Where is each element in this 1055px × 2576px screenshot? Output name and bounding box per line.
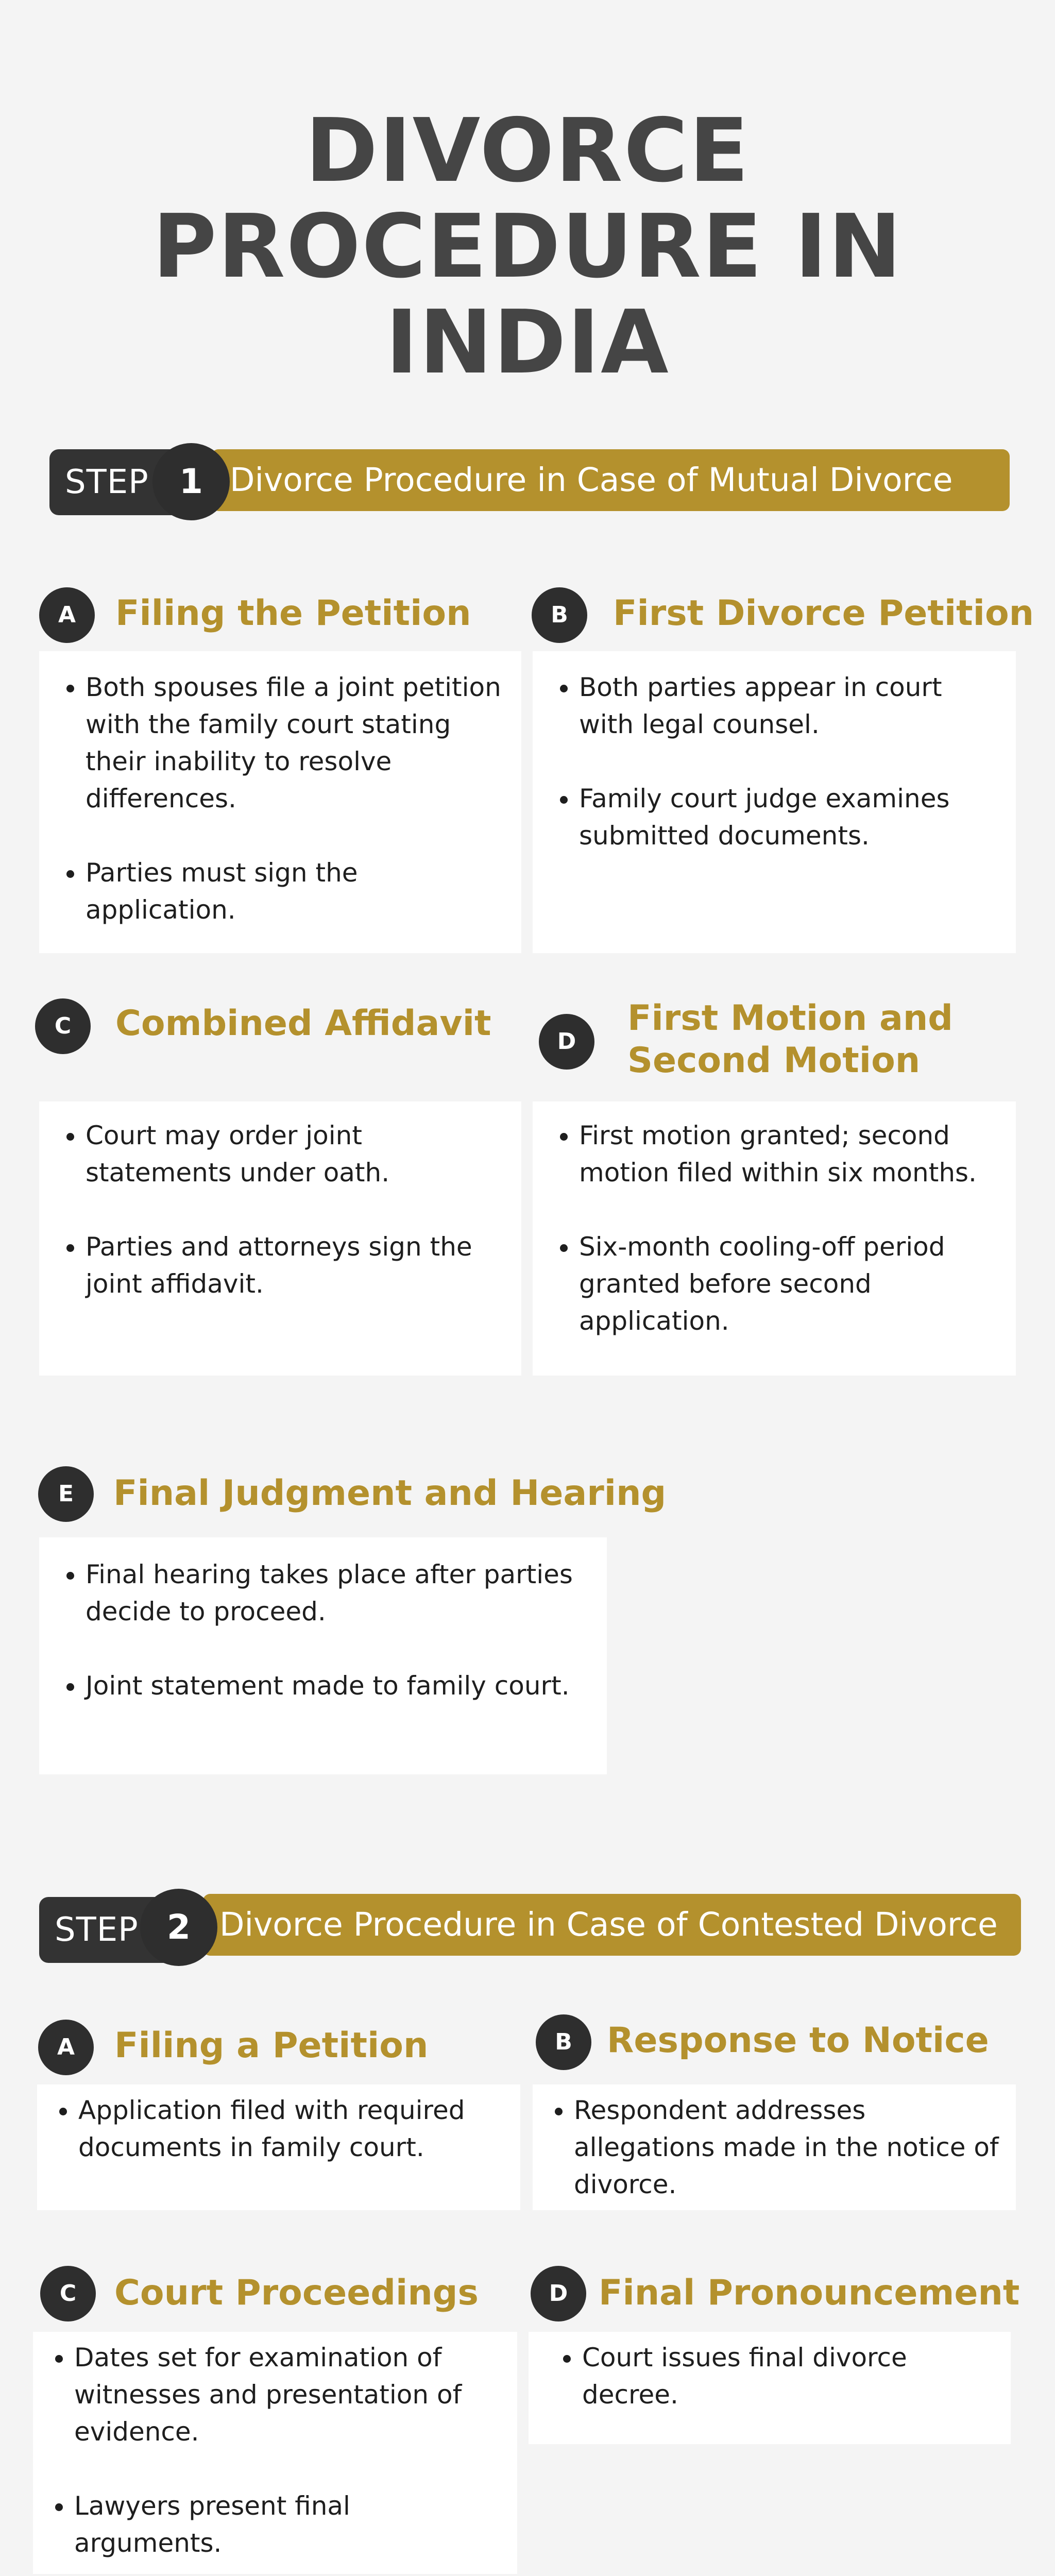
bullet-list-1a	[39, 669, 521, 928]
bullet-item: • Joint statement made to family court.	[86, 1667, 591, 1704]
section-card-2c	[33, 2332, 517, 2574]
step-1-banner	[211, 449, 1010, 511]
section-card-1a	[39, 651, 521, 953]
bullet-item: • First motion granted; second motion filed within six months.	[579, 1117, 1000, 1191]
section-heading-1d	[627, 997, 953, 1082]
bullet-item: • Parties and attorneys sign the joint affidavit.	[86, 1228, 506, 1302]
title-line-1: DIVORCE	[305, 100, 750, 202]
bullet-list-1e	[39, 1556, 607, 1704]
bullet-list-1d	[533, 1117, 1016, 1340]
bullet-list-2a	[37, 2092, 520, 2166]
section-card-1e	[39, 1537, 607, 1774]
section-heading-2d: Final Pronouncement	[599, 2273, 1020, 2313]
bullet-item: • Dates set for examination of witnesses and presentation of evidence.	[74, 2339, 502, 2450]
section-heading-1d-line-2: Second Motion	[627, 1040, 921, 1081]
bullet-item: • Both spouses file a joint petition with the family court stating their inability to resolve differences.	[86, 669, 506, 817]
section-badge-1d: D	[539, 1014, 594, 1070]
section-heading-2a: Filing a Petition	[114, 2025, 429, 2066]
section-heading-1c: Combined Affidavit	[115, 1003, 491, 1044]
section-badge-2b: B	[536, 2014, 591, 2070]
bullet-list-1c	[39, 1117, 521, 1302]
section-badge-2a: A	[38, 2020, 94, 2075]
section-badge-1a: A	[39, 587, 95, 643]
section-heading-1a: Filing the Petition	[115, 593, 471, 634]
bullet-item: • Six-month cooling-off period granted before second application.	[579, 1228, 1000, 1340]
section-badge-1e: E	[38, 1466, 94, 1522]
step-2-banner	[203, 1894, 1021, 1956]
bullet-list-1b	[533, 669, 1016, 854]
page-title	[0, 100, 1055, 394]
bullet-item: • Family court judge examines submitted documents.	[579, 780, 1000, 854]
bullet-item: • Respondent addresses allegations made in the notice of divorce.	[574, 2092, 1000, 2203]
bullet-list-2d	[529, 2339, 1011, 2413]
title-line-3: INDIA	[385, 292, 670, 394]
section-heading-1d-line-1: First Motion and	[627, 998, 953, 1039]
step-1-title: Divorce Procedure in Case of Mutual Divorce	[230, 461, 953, 499]
bullet-item: • Parties must sign the application.	[86, 854, 506, 928]
section-badge-2d: D	[531, 2266, 586, 2321]
bullet-item: • Court may order joint statements under oath.	[86, 1117, 506, 1191]
bullet-item: • Lawyers present final arguments.	[74, 2487, 502, 2562]
step-2-title: Divorce Procedure in Case of Contested Divorce	[219, 1906, 998, 1943]
section-card-1d	[533, 1101, 1016, 1376]
section-badge-1c: C	[35, 998, 91, 1054]
section-heading-2c: Court Proceedings	[114, 2273, 479, 2313]
step-2-label: STEP	[55, 1911, 139, 1949]
bullet-item: • Court issues final divorce decree.	[582, 2339, 995, 2413]
section-card-1b	[533, 651, 1016, 953]
section-heading-1e: Final Judgment and Hearing	[113, 1473, 667, 1514]
step-2-number: 2	[140, 1889, 217, 1966]
bullet-item: • Final hearing takes place after parties decide to proceed.	[86, 1556, 591, 1630]
section-card-2a	[37, 2084, 520, 2210]
section-badge-2c: C	[40, 2266, 96, 2321]
section-card-1c	[39, 1101, 521, 1376]
bullet-item: • Both parties appear in court with legal counsel.	[579, 669, 1000, 743]
bullet-list-2c	[33, 2339, 517, 2562]
section-card-2b	[533, 2084, 1016, 2210]
step-1-number: 1	[152, 443, 230, 520]
section-heading-1b: First Divorce Petition	[613, 593, 1034, 634]
section-heading-2b: Response to Notice	[607, 2020, 989, 2061]
bullet-item: • Application filed with required documents in family court.	[78, 2092, 505, 2166]
title-line-2: PROCEDURE IN	[152, 196, 903, 298]
section-badge-1b: B	[532, 587, 587, 643]
section-card-2d	[529, 2332, 1011, 2444]
step-1-label: STEP	[65, 463, 149, 501]
bullet-list-2b	[533, 2092, 1016, 2203]
